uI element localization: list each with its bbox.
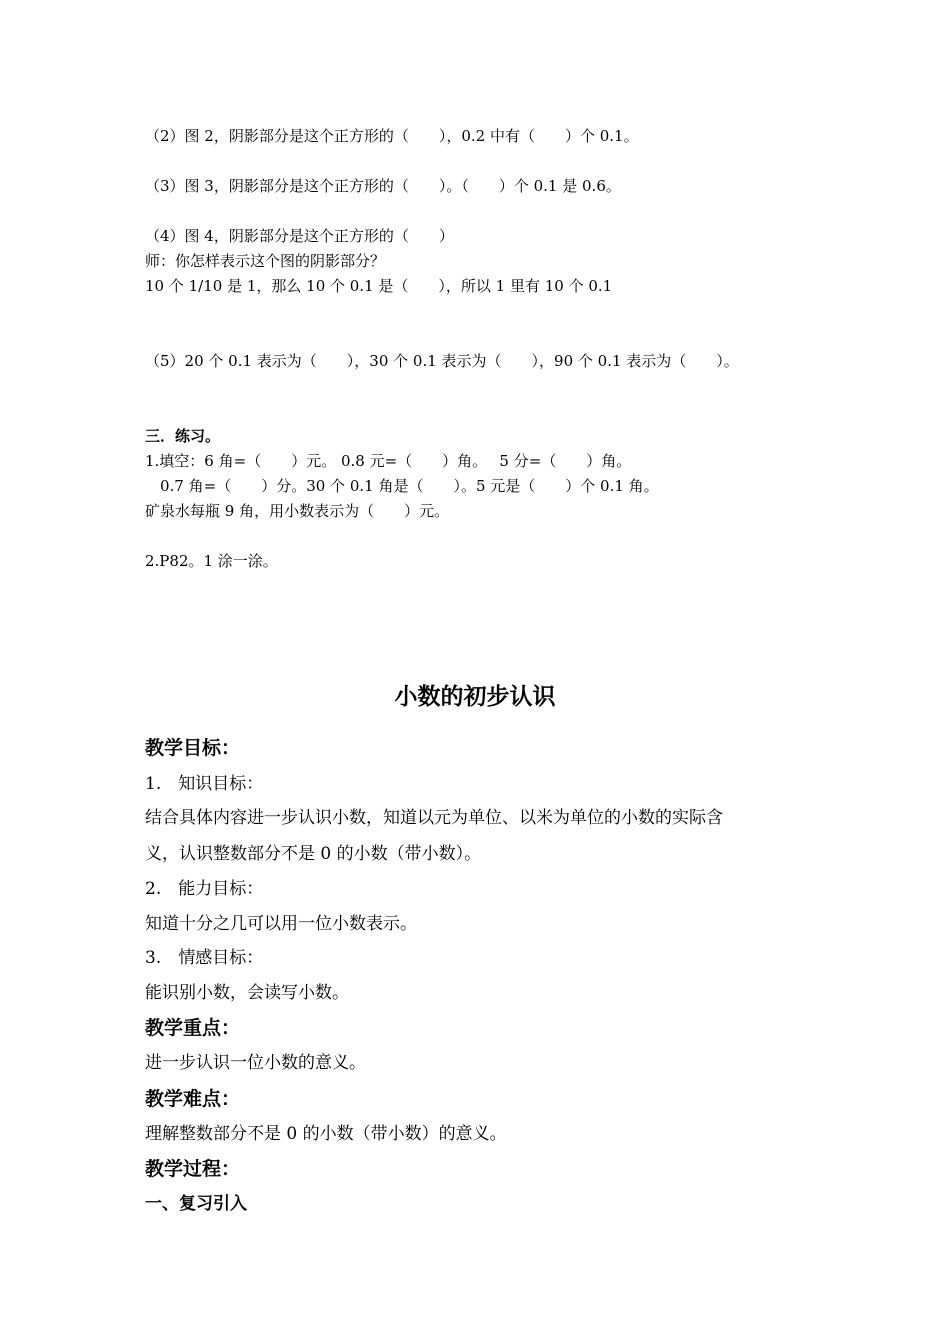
key-points-text: 进一步认识一位小数的意义。 <box>145 1053 366 1073</box>
practice-heading: 三．练习。 <box>145 427 221 445</box>
goals-heading: 教学目标： <box>145 737 241 759</box>
goal-1-text-b: 义，认识整数部分不是 0 的小数（带小数）。 <box>145 844 482 864</box>
practice-line-1: 1.填空：6 角=（ ）元。 0.8 元=（ ）角。 5 分=（ ）角。 <box>145 452 632 470</box>
goal-3-label: 3. 情感目标： <box>145 948 264 968</box>
practice-line-4: 2.P82。1 涂一涂。 <box>145 552 278 570</box>
difficulty-text: 理解整数部分不是 0 的小数（带小数）的意义。 <box>145 1124 507 1144</box>
goal-3-text: 能识别小数，会读写小数。 <box>145 983 349 1003</box>
step-1-heading: 一、复习引入 <box>145 1194 247 1214</box>
goal-1-label: 1. 知识目标： <box>145 774 264 794</box>
goal-2-label: 2. 能力目标： <box>145 879 264 899</box>
process-heading: 教学过程： <box>145 1158 241 1180</box>
difficulty-heading: 教学难点： <box>145 1088 241 1110</box>
question-5: （5）20 个 0.1 表示为（ ），30 个 0.1 表示为（ ），90 个 0.1 表示为（ ）。 <box>145 352 739 370</box>
teacher-prompt: 师：你怎样表示这个图的阴影部分？ <box>145 252 386 270</box>
goal-1-text-a: 结合具体内容进一步认识小数，知道以元为单位、以米为单位的小数的实际含 <box>145 808 723 828</box>
question-2: （2）图 2，阴影部分是这个正方形的（ ），0.2 中有（ ）个 0.1。 <box>145 127 639 145</box>
key-points-heading: 教学重点： <box>145 1017 241 1039</box>
practice-line-3: 矿泉水每瓶 9 角，用小数表示为（ ）元。 <box>145 502 450 520</box>
ten-tenths-line: 10 个 1/10 是 1，那么 10 个 0.1 是（ ），所以 1 里有 10 个 0.1 <box>145 277 613 295</box>
goal-2-text: 知道十分之几可以用一位小数表示。 <box>145 914 417 934</box>
practice-line-2: 0.7 角=（ ）分。30 个 0.1 角是（ ）。5 元是（ ）个 0.1 角。 <box>145 477 659 495</box>
question-4: （4）图 4，阴影部分是这个正方形的（ ） <box>145 227 454 245</box>
lesson-title: 小数的初步认识 <box>394 683 556 710</box>
question-3: （3）图 3，阴影部分是这个正方形的（ ）。（ ）个 0.1 是 0.6。 <box>145 177 621 195</box>
